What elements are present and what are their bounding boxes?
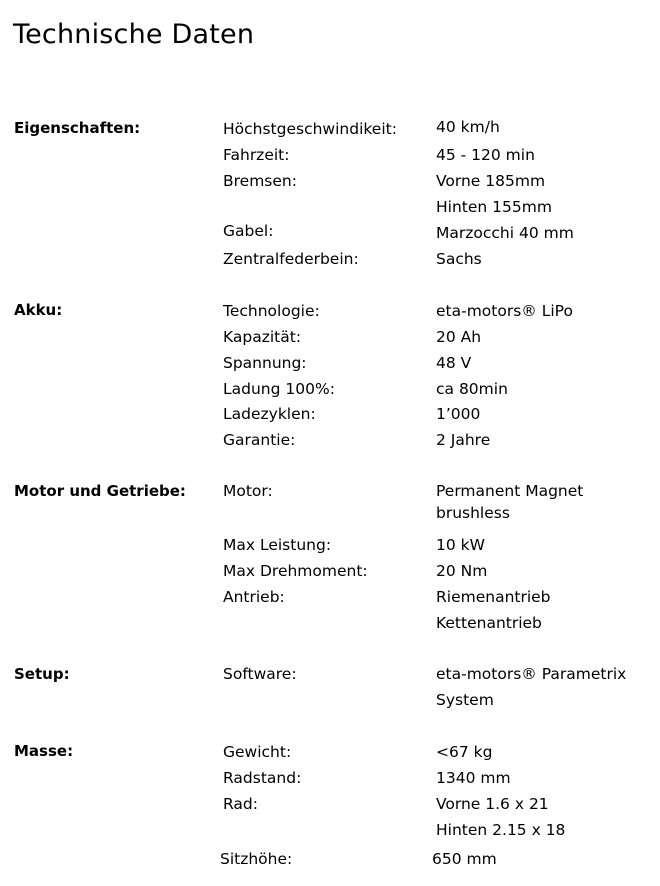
spec-value: 40 km/h xyxy=(436,118,500,136)
spec-value: Vorne 1.6 x 21 xyxy=(436,795,549,813)
spec-label: Zentralfederbein: xyxy=(223,250,359,268)
spec-value: 45 - 120 min xyxy=(436,146,535,164)
spec-label: Gewicht: xyxy=(223,743,292,761)
spec-value: Permanent Magnet xyxy=(436,482,584,500)
spec-value: Riemenantrieb xyxy=(436,588,551,606)
spec-label: Spannung: xyxy=(223,354,307,372)
spec-label: Fahrzeit: xyxy=(223,146,290,164)
spec-value: 48 V xyxy=(436,354,472,372)
spec-label: Rad: xyxy=(223,795,258,813)
spec-label: Max Leistung: xyxy=(223,536,332,554)
spec-label: Antrieb: xyxy=(223,588,285,606)
spec-label: Kapazität: xyxy=(223,328,302,346)
spec-label: Garantie: xyxy=(223,431,296,449)
section-heading-setup: Setup: xyxy=(14,665,70,683)
spec-value: 20 Nm xyxy=(436,562,488,580)
spec-label: Technologie: xyxy=(223,302,320,320)
spec-label: Bremsen: xyxy=(223,172,297,190)
spec-value: <67 kg xyxy=(436,743,493,761)
section-heading-eigenschaften: Eigenschaften: xyxy=(14,119,141,137)
spec-value: eta-motors® Parametrix xyxy=(436,665,627,683)
spec-value: ca 80min xyxy=(436,380,508,398)
spec-label: Motor: xyxy=(223,482,273,500)
spec-value: Sachs xyxy=(436,250,482,268)
spec-value: brushless xyxy=(436,504,510,522)
spec-value: Marzocchi 40 mm xyxy=(436,224,574,242)
spec-label: Höchstgeschwindikeit: xyxy=(223,120,397,138)
section-heading-masse: Masse: xyxy=(14,742,74,760)
spec-value: Kettenantrieb xyxy=(436,614,542,632)
spec-value: 1’000 xyxy=(436,405,481,423)
spec-value: 650 mm xyxy=(432,850,497,868)
spec-value: Hinten 2.15 x 18 xyxy=(436,821,566,839)
spec-value: System xyxy=(436,691,494,709)
spec-label: Software: xyxy=(223,665,297,683)
section-heading-motor: Motor und Getriebe: xyxy=(14,482,186,500)
spec-label: Radstand: xyxy=(223,769,302,787)
spec-label: Gabel: xyxy=(223,222,274,240)
spec-value: Hinten 155mm xyxy=(436,198,552,216)
spec-value: eta-motors® LiPo xyxy=(436,302,573,320)
spec-value: Vorne 185mm xyxy=(436,172,546,190)
section-heading-akku: Akku: xyxy=(14,301,63,319)
spec-value: 2 Jahre xyxy=(436,431,491,449)
spec-label: Sitzhöhe: xyxy=(220,850,293,868)
spec-label: Max Drehmoment: xyxy=(223,562,368,580)
spec-value: 1340 mm xyxy=(436,769,511,787)
spec-value: 10 kW xyxy=(436,536,485,554)
spec-value: 20 Ah xyxy=(436,328,482,346)
spec-label: Ladung 100%: xyxy=(223,380,335,398)
page-title: Technische Daten xyxy=(13,19,255,50)
spec-label: Ladezyklen: xyxy=(223,405,316,423)
